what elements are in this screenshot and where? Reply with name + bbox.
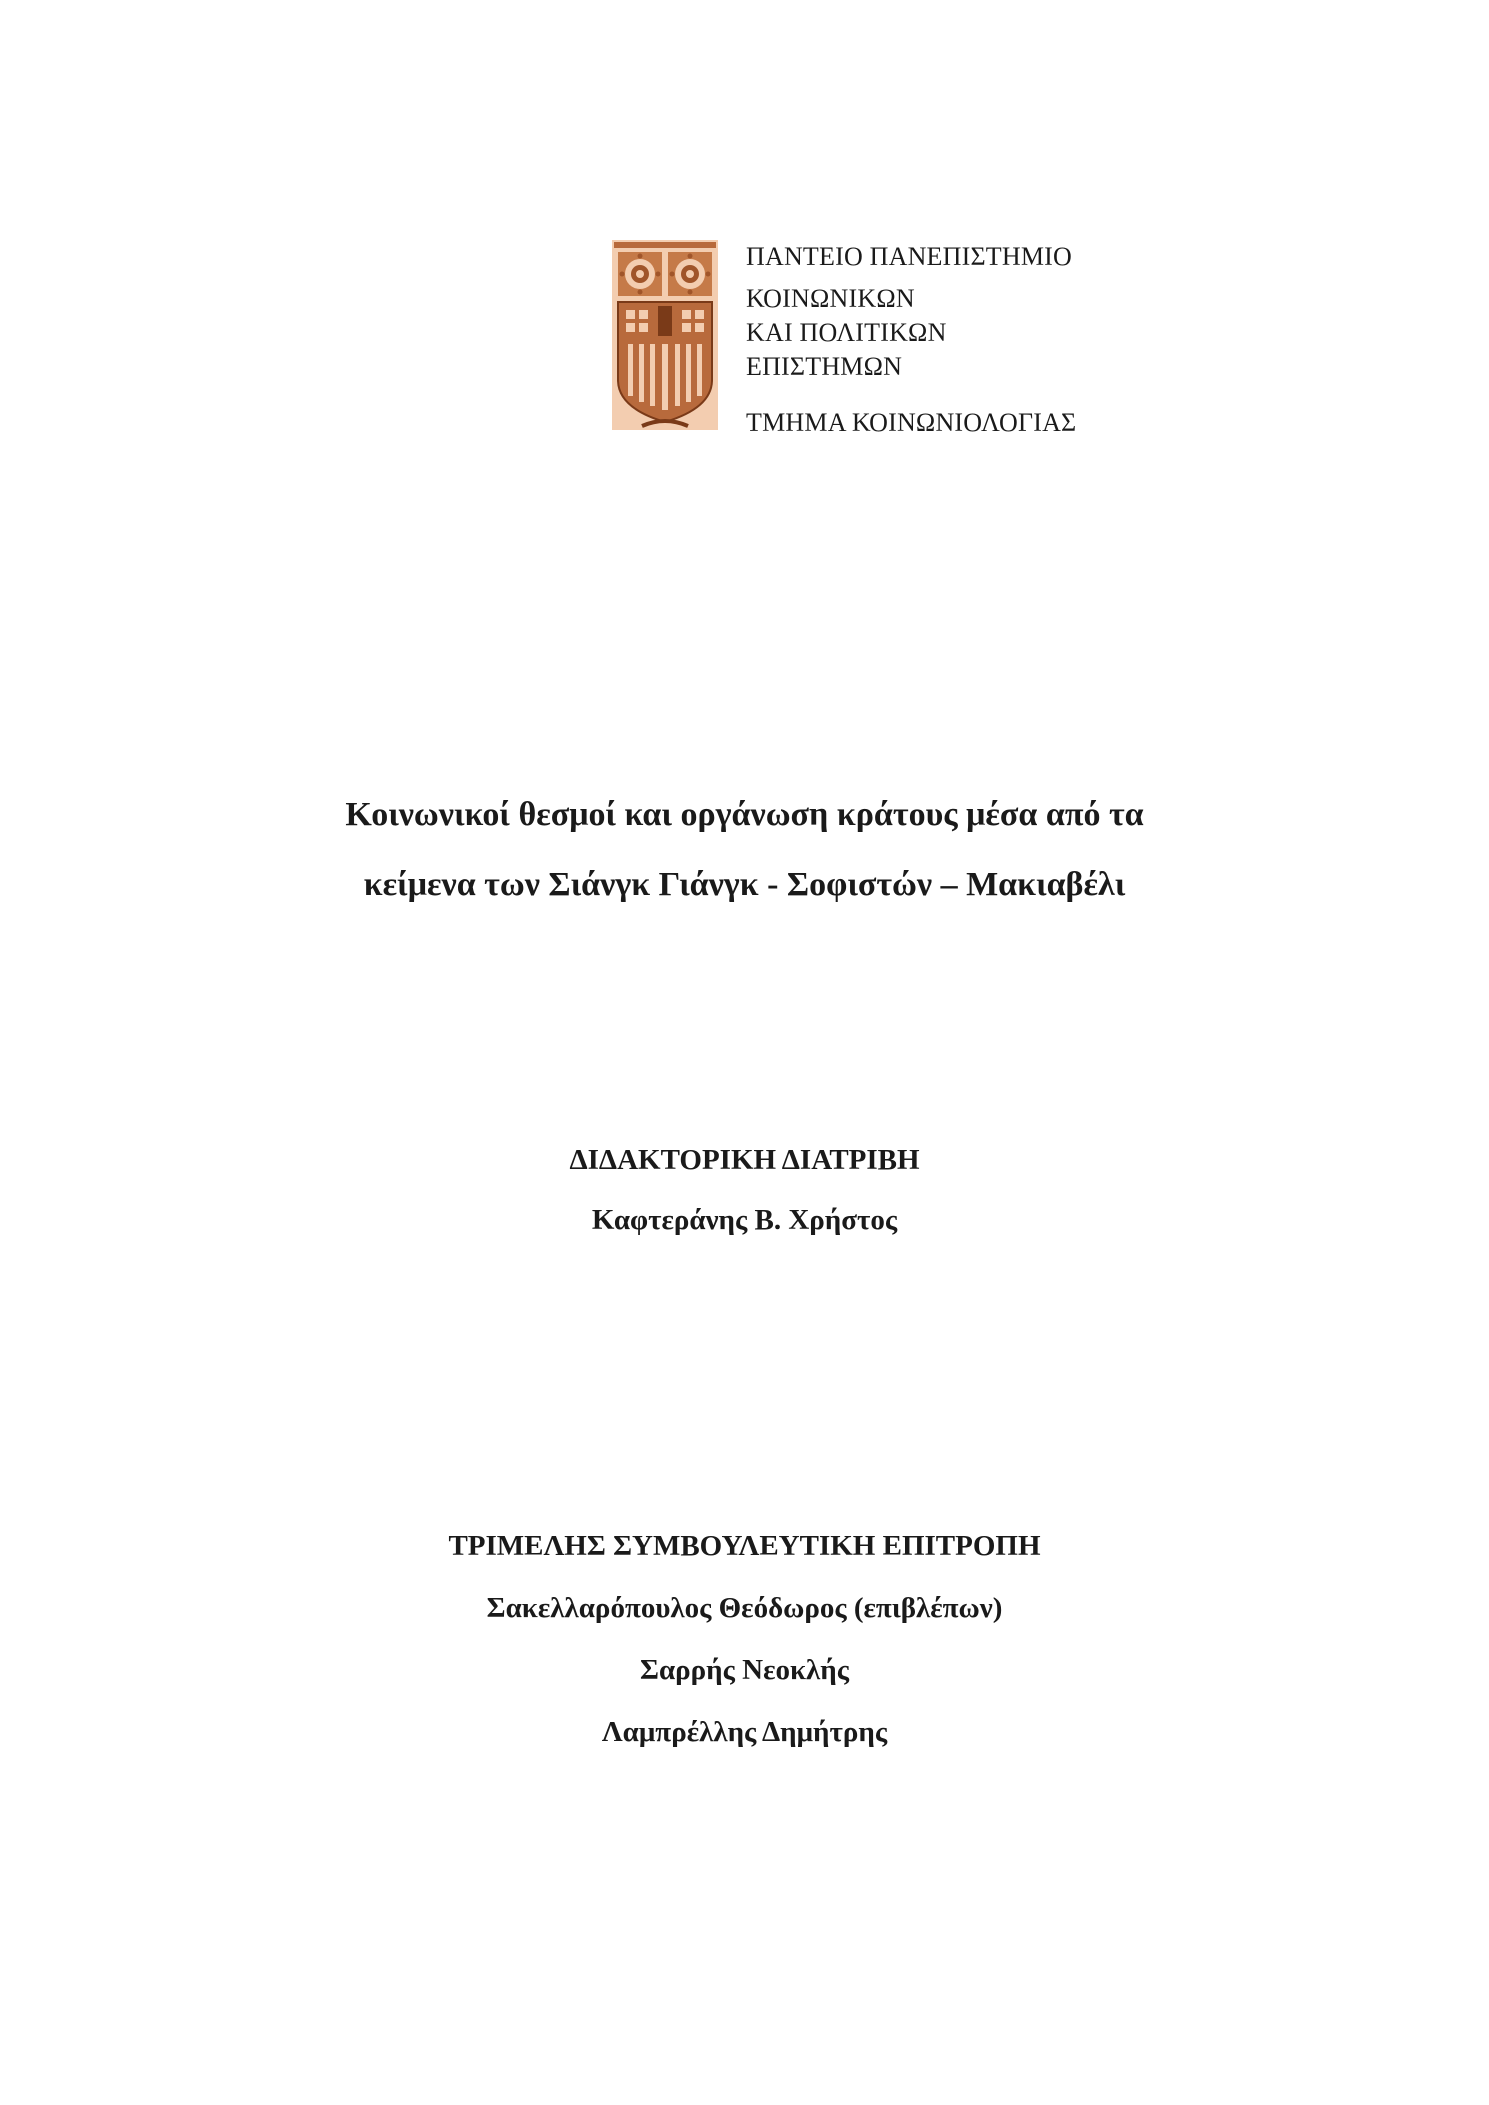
thesis-type: ΔΙΔΑΚΤΟΡΙΚΗ ΔΙΑΤΡΙΒΗ: [569, 1144, 920, 1176]
thesis-title-line-2: κείμενα των Σιάνγκ Γιάνγκ - Σοφιστών – Μακιαβέλι: [363, 866, 1126, 903]
committee-member: Λαμπρέλλης Δημήτρης: [601, 1716, 888, 1748]
committee-heading: ΤΡΙΜΕΛΗΣ ΣΥΜΒΟΥΛΕΥΤΙΚΗ ΕΠΙΤΡΟΠΗ: [448, 1530, 1041, 1562]
thesis-info: [0, 1130, 1489, 1250]
department-name: ΤΜΗΜΑ ΚΟΙΝΩΝΙΟΛΟΓΙΑΣ: [746, 408, 1077, 437]
advisory-committee: [0, 1515, 1489, 1763]
committee-member: Σαρρής Νεοκλής: [639, 1654, 850, 1686]
thesis-author: Καφτεράνης Β. Χρήστος: [591, 1204, 898, 1236]
university-name-line-3: ΚΑΙ ΠΟΛΙΤΙΚΩΝ: [746, 318, 947, 347]
thesis-title-line-1: Κοινωνικοί θεσμοί και οργάνωση κράτους μέσα από τα: [345, 796, 1144, 833]
university-crest-icon: [612, 240, 718, 430]
thesis-title: [0, 780, 1489, 920]
university-name-line-1: ΠΑΝΤΕΙΟ ΠΑΝΕΠΙΣΤΗΜΙΟ: [746, 242, 1073, 271]
university-header: [612, 240, 1312, 440]
committee-member: Σακελλαρόπουλος Θεόδωρος (επιβλέπων): [486, 1592, 1003, 1624]
university-name-line-4: ΕΠΙΣΤΗΜΩΝ: [746, 352, 903, 381]
university-name-block: [746, 240, 1306, 440]
university-name-line-2: ΚΟΙΝΩΝΙΚΩΝ: [746, 284, 915, 313]
